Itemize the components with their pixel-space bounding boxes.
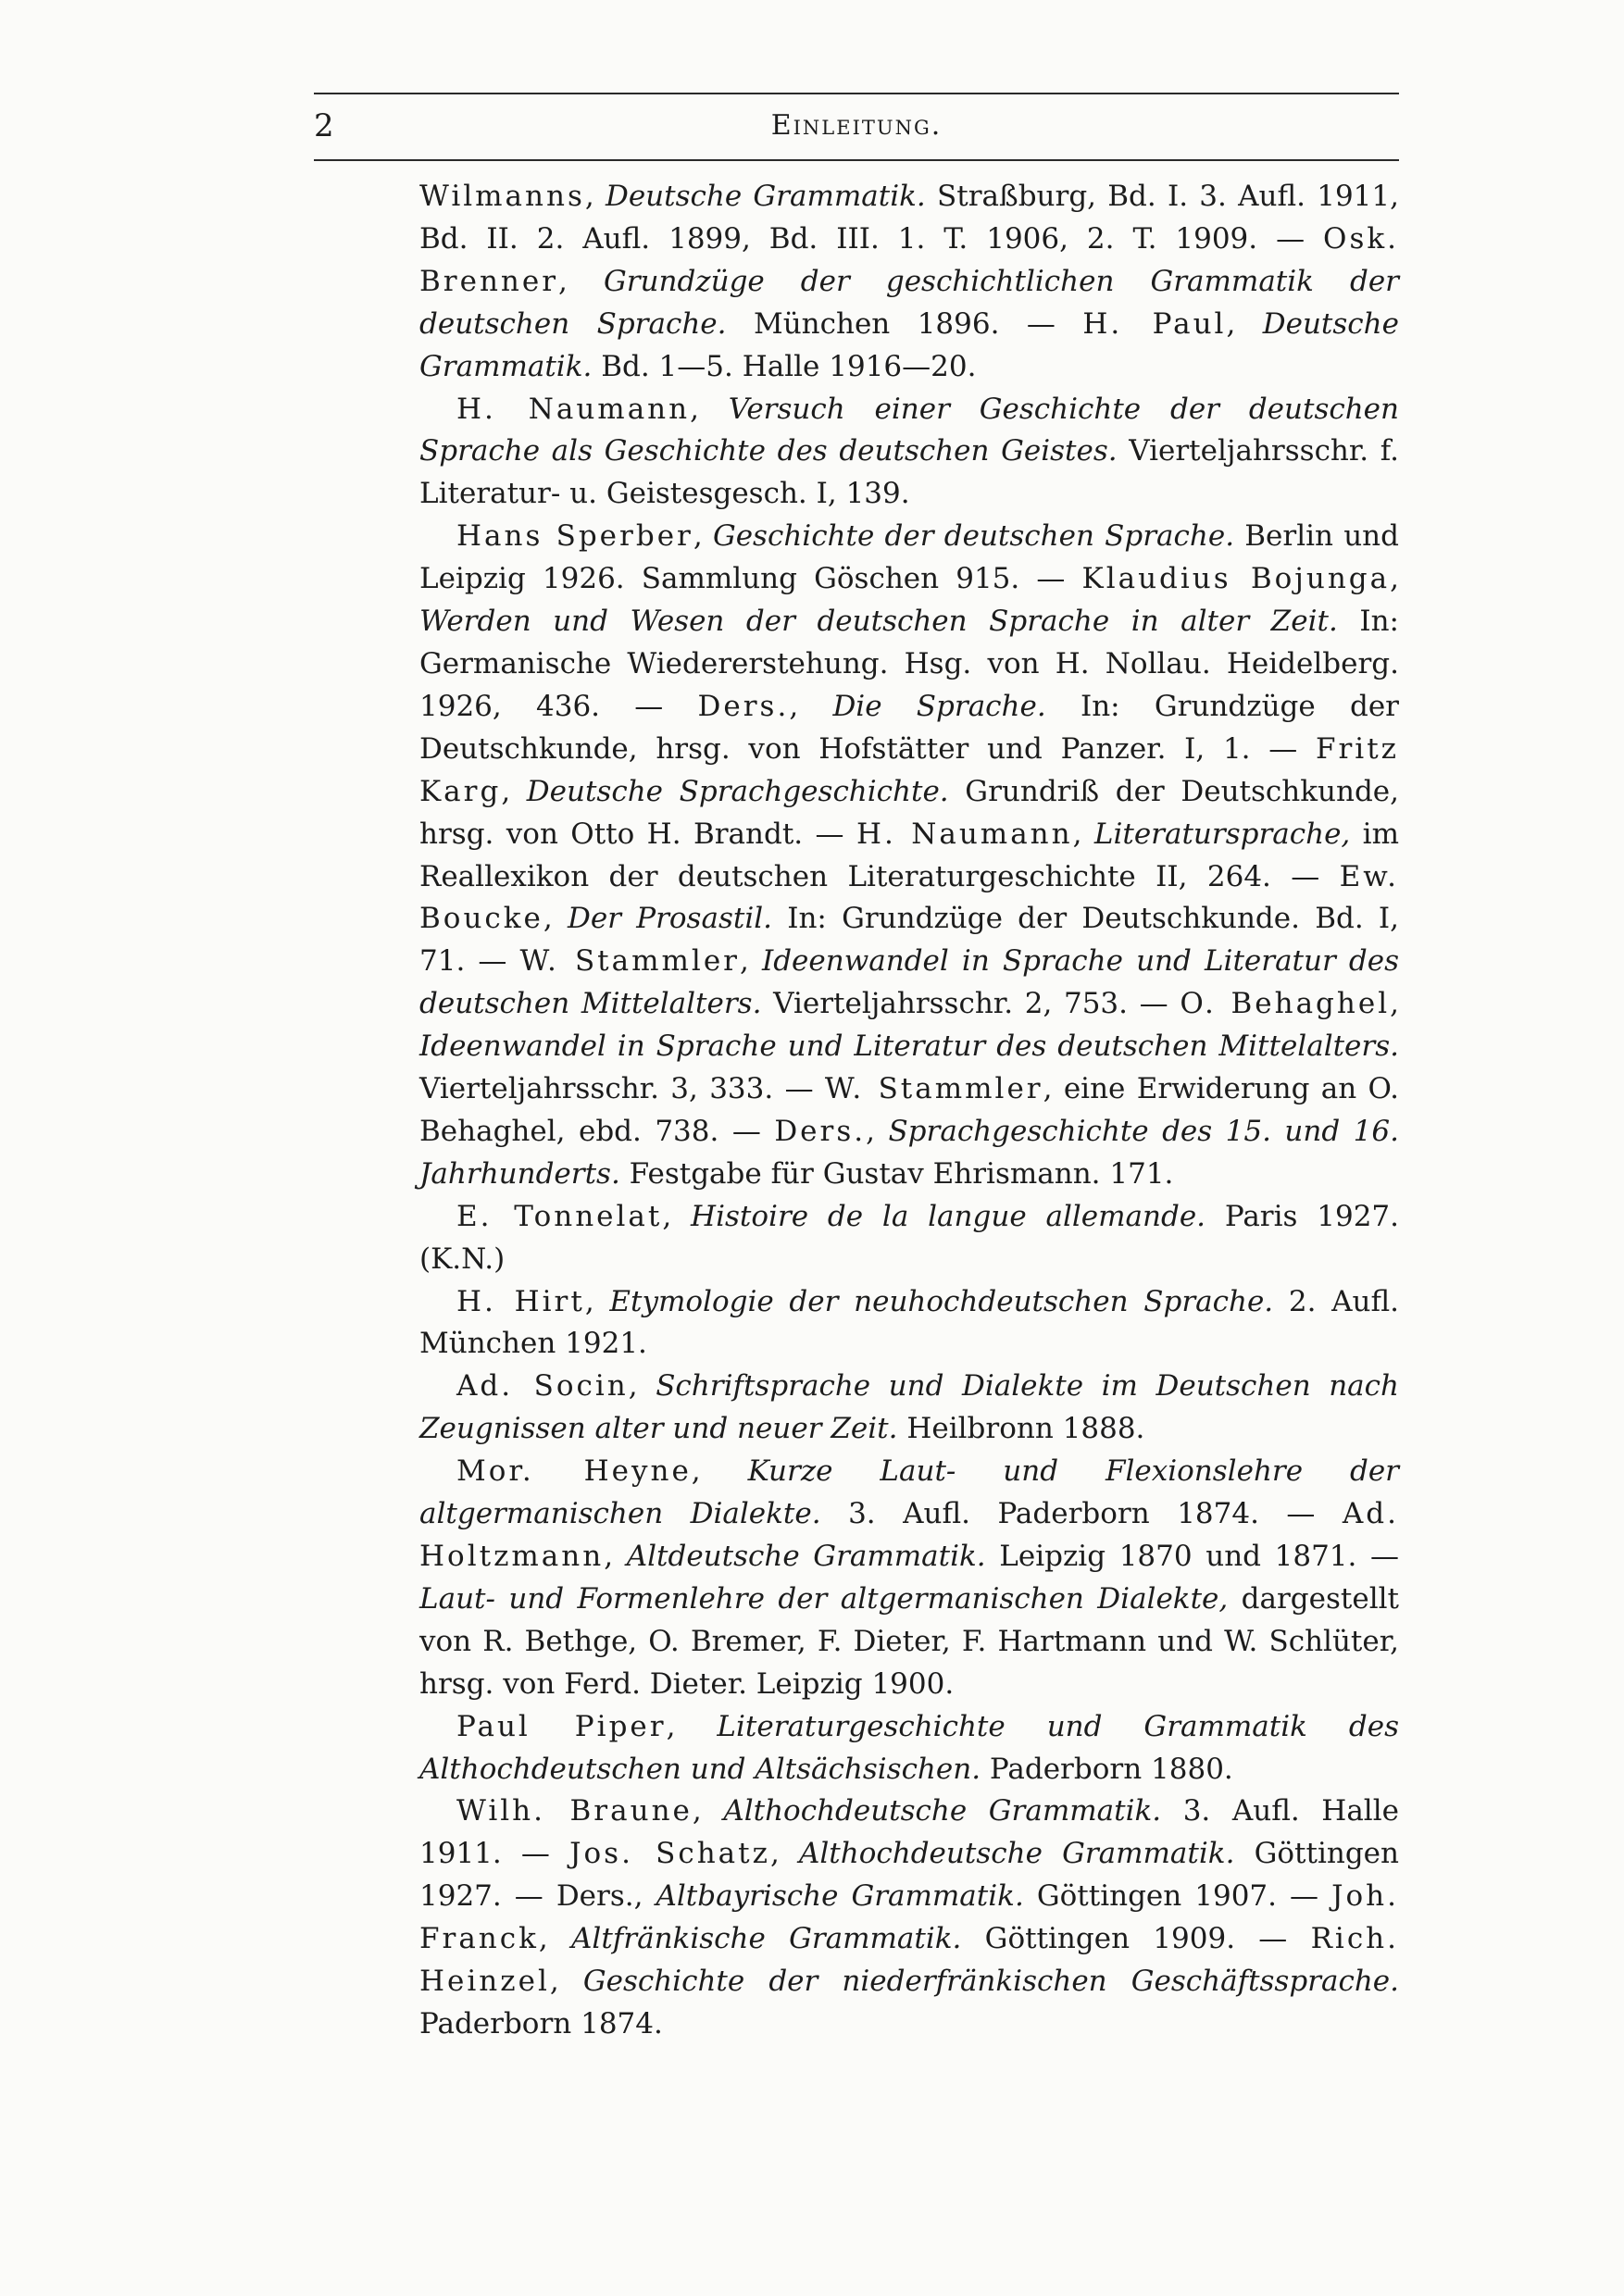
author-name: Wilmanns bbox=[419, 180, 585, 213]
text-run: Leipzig 1870 und 1871. — bbox=[985, 1540, 1400, 1573]
work-title: Althochdeutsche Grammatik. bbox=[723, 1794, 1162, 1828]
text-run: Grundriß der Deutschkunde, hrsg. von Otto H. Brandt. — bbox=[419, 774, 1399, 851]
work-title: Schriftsprache und Dialekte im Deutschen nach Zeugnissen alter und neuer Zeit. bbox=[419, 1369, 1399, 1446]
text-run: Straßburg, Bd. I. 3. Aufl. 1911, Bd. II. 2. Aufl. 1899, Bd. III. 1. T. 1906, 2. T. 1909. — bbox=[419, 180, 1399, 256]
author-name: Paul Piper bbox=[456, 1709, 667, 1743]
text-run: , bbox=[1072, 817, 1094, 851]
bib-entry-tonnelat bbox=[419, 1196, 1399, 1281]
work-title: Deutsche Grammatik. bbox=[605, 180, 926, 213]
text-run: Bd. 1—5. Halle 1916—20. bbox=[592, 349, 977, 383]
text-run: , bbox=[666, 1709, 718, 1743]
work-title: Altfränkische Grammatik. bbox=[571, 1922, 962, 1956]
author-name: Ders. bbox=[697, 689, 790, 723]
work-title: Sprachgeschichte des 15. und 16. Jahrhunderts. bbox=[419, 1114, 1399, 1191]
author-name: E. Tonnelat bbox=[456, 1199, 663, 1233]
work-title: Althochdeutsche Grammatik. bbox=[799, 1837, 1235, 1871]
text-run: , bbox=[740, 944, 762, 979]
work-title: Altbayrische Grammatik. bbox=[656, 1879, 1024, 1914]
text-run: , bbox=[866, 1114, 889, 1148]
bibliography-text bbox=[419, 176, 1399, 2046]
work-title: Grundzüge der geschichtlichen Grammatik der deutschen Sprache. bbox=[419, 264, 1399, 341]
work-title: Histoire de la langue allemande. bbox=[691, 1199, 1206, 1233]
author-name: Osk. Brenner bbox=[419, 221, 1399, 298]
text-run: , bbox=[1390, 562, 1399, 596]
work-title: Deutsche Sprachgeschichte. bbox=[526, 774, 949, 808]
text-run: , bbox=[584, 1284, 610, 1318]
text-run: dargestellt von R. Bethge, O. Bremer, F. Dieter, F. Hartmann und W. Schlüter, hrsg. von Ferd. Dieter. Leipzig 1900. bbox=[419, 1581, 1399, 1701]
author-name: Ders. bbox=[774, 1114, 867, 1148]
work-title: Literatursprache, bbox=[1093, 817, 1351, 851]
work-title: Altdeutsche Grammatik. bbox=[626, 1540, 986, 1573]
page-number: 2 bbox=[314, 107, 334, 144]
text-run: Vierteljahrsschr. 2, 753. — bbox=[761, 987, 1181, 1021]
text-run: Paderborn 1880. bbox=[981, 1752, 1233, 1786]
bib-entry-wilmanns bbox=[419, 176, 1399, 389]
author-name: Mor. Heyne bbox=[456, 1454, 692, 1489]
author-name: W. Stammler bbox=[519, 944, 740, 979]
text-run: im Reallexikon der deutschen Literaturgeschichte II, 264. — bbox=[419, 817, 1399, 893]
text-run: Festgabe für Gustav Ehrismann. 171. bbox=[619, 1156, 1174, 1191]
work-title: Die Sprache. bbox=[832, 689, 1046, 723]
author-name: Fritz Karg bbox=[419, 731, 1399, 808]
text-run: Göttingen 1907. — bbox=[1023, 1879, 1332, 1914]
author-name: W. Stammler bbox=[824, 1072, 1043, 1106]
author-name: H. Hirt bbox=[456, 1284, 585, 1318]
text-run: , bbox=[662, 1199, 692, 1233]
text-run: Göttingen 1927. — Ders., bbox=[419, 1837, 1399, 1914]
text-run: 3. Aufl. Paderborn 1874. — bbox=[820, 1497, 1343, 1531]
author-name: Wilh. Braune bbox=[456, 1794, 693, 1828]
header-rule-top bbox=[314, 93, 1399, 94]
text-run: In: Grundzüge der Deutschkunde, hrsg. von Hofstätter und Panzer. I, 1. — bbox=[419, 689, 1399, 766]
text-run: , bbox=[693, 519, 713, 554]
bib-entry-heyne bbox=[419, 1451, 1399, 1705]
text-run: , bbox=[690, 392, 729, 426]
text-run: , bbox=[604, 1540, 627, 1573]
text-run: , bbox=[628, 1369, 656, 1404]
bib-entry-piper bbox=[419, 1706, 1399, 1791]
text-run: , bbox=[769, 1837, 799, 1871]
text-run: , bbox=[584, 180, 606, 213]
work-title: Laut- und Formenlehre der altgermanischen Dialekte, bbox=[419, 1581, 1229, 1616]
text-run: Heilbronn 1888. bbox=[897, 1412, 1145, 1446]
author-name: Ad. Socin bbox=[456, 1369, 629, 1404]
author-name: Rich. Heinzel bbox=[419, 1922, 1399, 1999]
text-run: Vierteljahrsschr. 3, 333. — bbox=[419, 1072, 825, 1106]
author-name: Ad. Holtzmann bbox=[419, 1497, 1399, 1573]
bib-entry-naumann bbox=[419, 389, 1399, 517]
text-run: 3. Aufl. Halle 1911. — bbox=[419, 1794, 1399, 1871]
work-title: Geschichte der deutschen Sprache. bbox=[712, 519, 1235, 554]
text-run: 2. Aufl. München 1921. bbox=[419, 1284, 1400, 1361]
header-rule-bottom bbox=[314, 159, 1399, 161]
text-run: Göttingen 1909. — bbox=[961, 1922, 1311, 1956]
text-run: , bbox=[692, 1794, 724, 1828]
text-run: , bbox=[558, 264, 604, 298]
author-name: O. Behaghel bbox=[1180, 987, 1391, 1021]
text-run: , bbox=[543, 902, 568, 936]
work-title: Ideenwandel in Sprache und Literatur des deutschen Mittelalters. bbox=[419, 1029, 1399, 1064]
bib-entry-hirt bbox=[419, 1281, 1399, 1366]
text-run: München 1896. — bbox=[726, 306, 1083, 341]
author-name: H. Naumann bbox=[456, 392, 691, 426]
work-title: Versuch einer Geschichte der deutschen Sprache als Geschichte des deutschen Geistes. bbox=[419, 392, 1399, 468]
text-run: , bbox=[789, 689, 833, 723]
text-run: , bbox=[1226, 306, 1263, 341]
author-name: H. Paul bbox=[1082, 306, 1227, 341]
author-name: Hans Sperber bbox=[456, 519, 693, 554]
bib-entry-socin bbox=[419, 1366, 1399, 1451]
text-run: , bbox=[538, 1922, 572, 1956]
text-run: Vierteljahrsschr. f. Literatur- u. Geistesgesch. I, 139. bbox=[419, 434, 1399, 511]
bib-entry-braune bbox=[419, 1791, 1399, 2045]
text-run: , bbox=[691, 1454, 748, 1489]
text-run: , bbox=[501, 774, 527, 808]
text-run: , bbox=[549, 1965, 583, 1999]
author-name: Jos. Schatz bbox=[569, 1837, 770, 1871]
work-title: Etymologie der neuhochdeutschen Sprache. bbox=[609, 1284, 1274, 1318]
author-name: H. Naumann bbox=[856, 817, 1073, 851]
text-run: In: Grundzüge der Deutschkunde. Bd. I, 71. — bbox=[419, 902, 1399, 979]
work-title: Literaturgeschichte und Grammatik des Althochdeutschen und Altsächsischen. bbox=[419, 1709, 1399, 1786]
work-title: Ideenwandel in Sprache und Literatur des deutschen Mittelalters. bbox=[419, 944, 1400, 1021]
work-title: Der Prosastil. bbox=[567, 902, 772, 936]
work-title: Geschichte der niederfränkischen Geschäftssprache. bbox=[582, 1965, 1399, 1999]
author-name: Joh. Franck bbox=[419, 1879, 1400, 1956]
text-run: In: Germanische Wiedererstehung. Hsg. von H. Nollau. Heidelberg. 1926, 436. — bbox=[419, 605, 1399, 723]
text-run: , bbox=[1390, 987, 1399, 1021]
author-name: Klaudius Bojunga bbox=[1081, 562, 1391, 596]
author-name: Ew. Boucke bbox=[419, 859, 1399, 936]
text-run: Paris 1927. (K.N.) bbox=[419, 1199, 1400, 1276]
text-run: Berlin und Leipzig 1926. Sammlung Göschen 915. — bbox=[419, 519, 1399, 596]
bib-entry-sperber bbox=[419, 516, 1399, 1196]
text-run: Paderborn 1874. bbox=[419, 2006, 663, 2040]
running-head: Einleitung. bbox=[770, 109, 943, 142]
work-title: Deutsche Grammatik. bbox=[419, 306, 1399, 383]
work-title: Kurze Laut- und Flexionslehre der altgermanischen Dialekte. bbox=[419, 1454, 1399, 1531]
text-run: , eine Erwiderung an O. Behaghel, ebd. 738. — bbox=[419, 1072, 1400, 1148]
work-title: Werden und Wesen der deutschen Sprache in alter Zeit. bbox=[419, 605, 1338, 639]
